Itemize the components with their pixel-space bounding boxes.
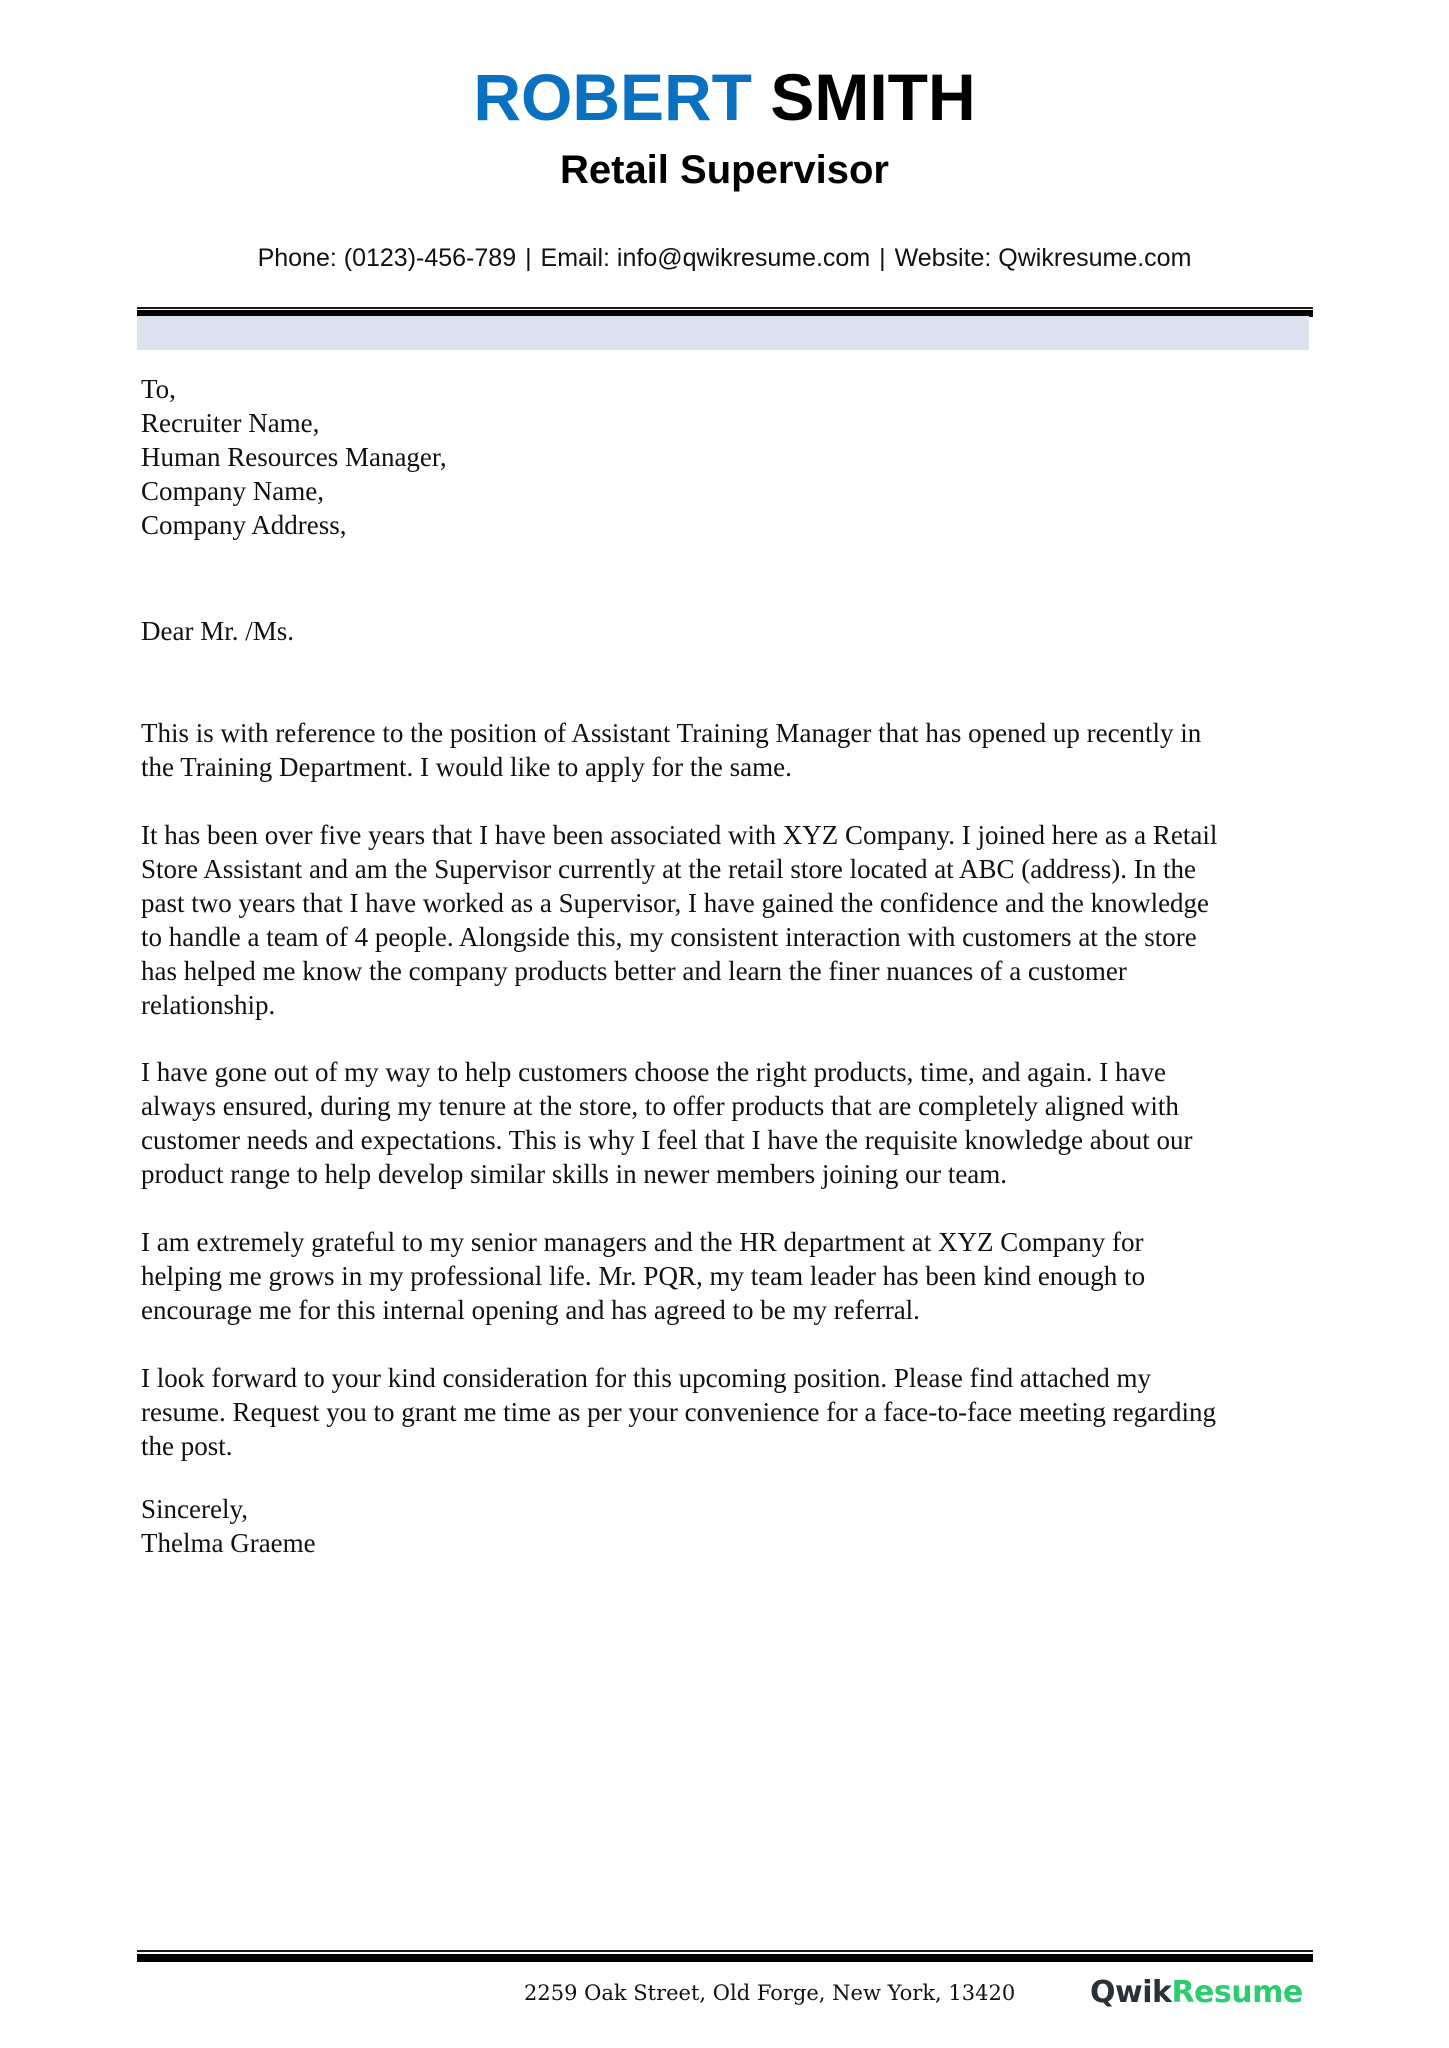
paragraph-line: Store Assistant and am the Supervisor currently at the retail store located at ABC (address). In the: [141, 854, 1196, 884]
first-name: ROBERT: [473, 60, 752, 134]
paragraph-line: This is with reference to the position of Assistant Training Manager that has opened up recently in: [141, 718, 1202, 748]
job-title: Retail Supervisor: [559, 148, 889, 192]
paragraph-line: I look forward to your kind consideration for this upcoming position. Please find attached my: [141, 1363, 1152, 1393]
paragraph-line: relationship.: [141, 990, 276, 1020]
recipient-line: To,: [141, 374, 176, 404]
separator: |: [879, 244, 886, 272]
logo-part-resume: Resume: [1171, 1975, 1303, 2010]
paragraph-line: It has been over five years that I have been associated with XYZ Company. I joined here as a Retail: [141, 820, 1218, 850]
paragraph-line: encourage me for this internal opening and has agreed to be my referral.: [141, 1295, 920, 1325]
separator: |: [525, 244, 532, 272]
logo-part-qwik: Qwik: [1090, 1975, 1172, 2010]
header-band: [137, 316, 1309, 350]
footer-address: 2259 Oak Street, Old Forge, New York, 13420: [524, 1981, 1016, 2005]
paragraph-line: has helped me know the company products better and learn the finer nuances of a customer: [141, 956, 1127, 986]
paragraph-line: always ensured, during my tenure at the store, to offer products that are completely aligned with: [141, 1091, 1179, 1121]
last-name: SMITH: [770, 60, 976, 134]
signature: Thelma Graeme: [141, 1528, 316, 1558]
paragraph-line: customer needs and expectations. This is why I feel that I have the requisite knowledge about our: [141, 1125, 1193, 1155]
paragraph-line: I am extremely grateful to my senior managers and the HR department at XYZ Company for: [141, 1227, 1144, 1257]
paragraph-line: product range to help develop similar skills in newer members joining our team.: [141, 1159, 1008, 1189]
salutation: Dear Mr. /Ms.: [141, 616, 294, 646]
recipient-line: Company Address,: [141, 510, 347, 540]
paragraph-line: the Training Department. I would like to apply for the same.: [141, 752, 792, 782]
email: Email: info@qwikresume.com: [540, 244, 871, 272]
header-divider-thin: [137, 307, 1313, 309]
footer-divider-thick: [137, 1954, 1313, 1962]
paragraph-line: the post.: [141, 1431, 233, 1461]
paragraph-line: helping me grows in my professional life. Mr. PQR, my team leader has been kind enough to: [141, 1261, 1146, 1291]
phone: Phone: (0123)-456-789: [257, 244, 517, 272]
footer-divider-thin: [137, 1950, 1313, 1952]
paragraph-line: resume. Request you to grant me time as per your convenience for a face-to-face meeting regarding: [141, 1397, 1217, 1427]
recipient-line: Human Resources Manager,: [141, 442, 447, 472]
applicant-name: [0, 57, 1449, 137]
qwikresume-logo: [1090, 1974, 1303, 2012]
paragraph-line: I have gone out of my way to help customers choose the right products, time, and again. I have: [141, 1057, 1166, 1087]
website: Website: Qwikresume.com: [894, 244, 1192, 272]
paragraph-line: to handle a team of 4 people. Alongside this, my consistent interaction with customers at the store: [141, 922, 1197, 952]
closing: Sincerely,: [141, 1494, 248, 1524]
contact-line: [0, 240, 1449, 276]
recipient-line: Company Name,: [141, 476, 324, 506]
recipient-line: Recruiter Name,: [141, 408, 320, 438]
paragraph-line: past two years that I have worked as a Supervisor, I have gained the confidence and the knowledge: [141, 888, 1210, 918]
